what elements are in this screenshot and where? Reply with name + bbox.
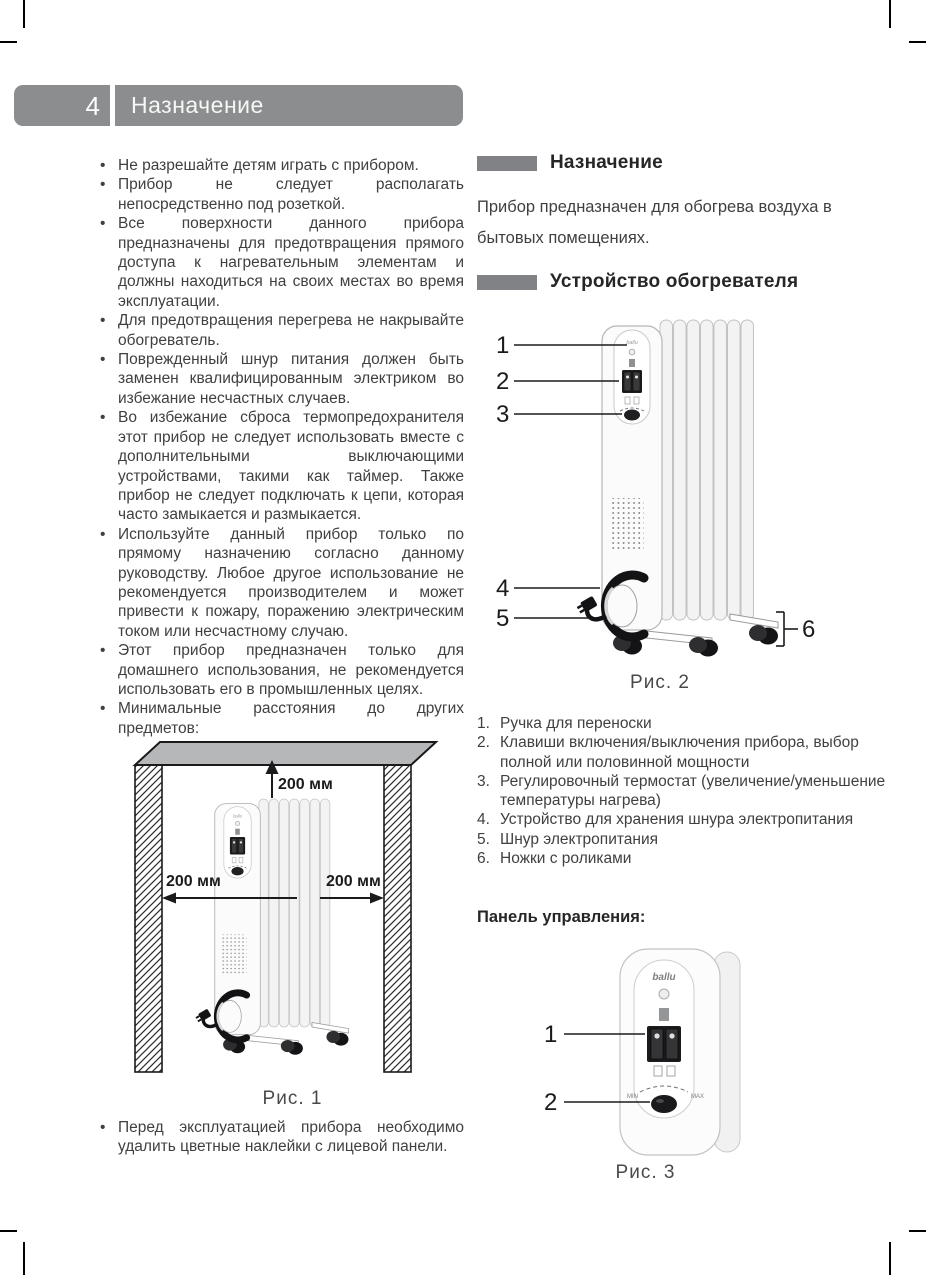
crop-mark xyxy=(889,1242,891,1275)
heater-in-room xyxy=(195,799,349,1055)
ballu-logo: ballu xyxy=(652,972,676,983)
crop-mark xyxy=(909,1230,926,1232)
dimension-label-top: 200 мм xyxy=(278,776,333,793)
crop-mark xyxy=(23,1242,25,1275)
list-item: • Прибор не следует располагать непосредственно под розеткой. xyxy=(94,175,464,214)
list-item: • Поврежденный шнур питания должен быть заменен квалифицированным электриком во избежание несчастных случаев. xyxy=(94,350,464,408)
control-panel-heading: Панель управления: xyxy=(477,908,646,926)
figure-2-caption: Рис. 2 xyxy=(630,672,690,693)
thermostat-max-label: MAX xyxy=(691,1094,705,1100)
knob-highlight xyxy=(656,1099,664,1103)
screw xyxy=(659,989,669,999)
figure-1-caption: Рис. 1 xyxy=(262,1088,323,1109)
item-text: Ножки с роликами xyxy=(500,850,632,868)
callout-number: 6 xyxy=(802,616,816,643)
figure-3-caption: Рис. 3 xyxy=(615,1162,676,1183)
crop-mark xyxy=(0,41,17,43)
pre-use-note-list xyxy=(94,1118,464,1157)
heater-main xyxy=(576,320,778,657)
item-text: Регулировочный термостат (увеличение/уменьшение температуры нагрева) xyxy=(500,772,886,810)
callout-number: 1 xyxy=(496,332,510,359)
list-item: • Во избежание сброса термопредохранителя этот прибор не следует использовать вместе с дополнительными выключающими устройствами, такими как таймер. Также прибор не следует подключать к цепи, которая часто замыкается и размыкается. xyxy=(94,408,464,524)
item-text: Ручка для переноски xyxy=(500,715,652,732)
thermostat-min-label: MIN xyxy=(627,1094,638,1100)
header-divider xyxy=(110,85,115,126)
item-number: 4. xyxy=(477,811,490,829)
safety-bullet-list xyxy=(94,156,464,738)
wall-hatching-right xyxy=(384,765,411,1072)
callout-number: 1 xyxy=(544,1021,558,1048)
crop-mark xyxy=(0,1230,17,1232)
item-number: 6. xyxy=(477,850,490,868)
item-number: 3. xyxy=(477,772,490,790)
wall-hatching-left xyxy=(135,765,162,1072)
list-item: • Перед эксплуатацией прибора необходимо удалить цветные наклейки с лицевой панели. xyxy=(94,1118,464,1157)
list-item xyxy=(477,714,907,733)
list-item xyxy=(477,849,907,868)
item-number: 1. xyxy=(477,715,490,732)
purpose-body-text: Прибор предназначен для обогрева воздуха в бытовых помещениях. xyxy=(477,198,832,247)
section-device-heading xyxy=(477,271,798,293)
callout-number: 2 xyxy=(544,1089,558,1116)
arrow-right-icon xyxy=(370,893,384,904)
page-header-title: Назначение xyxy=(131,92,264,118)
page-header-bar xyxy=(14,85,463,126)
list-item xyxy=(477,830,907,849)
callout-bracket xyxy=(776,612,798,646)
callout-number: 3 xyxy=(496,401,510,428)
list-item xyxy=(477,733,907,772)
figure-2-device-overview xyxy=(480,316,900,672)
crop-mark xyxy=(889,0,891,28)
callout-number: 5 xyxy=(496,605,510,632)
callout-number: 4 xyxy=(496,575,510,602)
crop-mark xyxy=(23,0,25,28)
item-text: Шнур электропитания xyxy=(500,830,659,848)
list-item: • Для предотвращения перегрева не накрывайте обогреватель. xyxy=(94,311,464,350)
list-item: • Этот прибор предназначен только для домашнего использования, не рекомендуется использовать его в промышленных целях. xyxy=(94,641,464,699)
section-title: Назначение xyxy=(550,152,663,173)
section-title: Устройство обогревателя xyxy=(550,271,799,292)
figure-3-control-panel xyxy=(528,946,763,1161)
figure-1-clearance-diagram xyxy=(120,712,465,1084)
section-marker xyxy=(477,275,537,290)
item-text: Устройство для хранения шнура электропитания xyxy=(500,811,854,829)
dimension-label-left: 200 мм xyxy=(166,873,221,890)
list-item: • Минимальные расстояния до других предметов: xyxy=(94,699,464,738)
list-item xyxy=(477,772,907,811)
list-item: • Используйте данный прибор только по прямому назначению согласно данному руководству. Любое другое использование не рекомендуется производителем и может привести к пожару, поражению электрическим током или несчастному случаю. xyxy=(94,525,464,641)
parts-list xyxy=(477,714,907,868)
list-item: • Не разрешайте детям играть с прибором. xyxy=(94,156,464,175)
thermostat-knob xyxy=(651,1095,677,1113)
ceiling-face xyxy=(135,742,436,765)
dimension-label-right: 200 мм xyxy=(326,873,381,890)
item-number: 2. xyxy=(477,734,490,752)
section-marker xyxy=(477,156,537,171)
item-number: 5. xyxy=(477,830,490,848)
arrow-left-icon xyxy=(162,893,176,904)
page-number: 4 xyxy=(85,90,100,121)
indicator-window xyxy=(659,1008,669,1021)
list-item xyxy=(477,810,907,829)
list-item: • Все поверхности данного прибора предназначены для предотвращения прямого доступа к нагревательным элементам и должны находиться на своих местах во время эксплуатации. xyxy=(94,214,464,311)
section-purpose-heading xyxy=(477,152,663,174)
crop-mark xyxy=(909,41,926,43)
callout-number: 2 xyxy=(496,368,510,395)
item-text: Клавиши включения/выключения прибора, выбор полной или половинной мощности xyxy=(500,734,859,771)
